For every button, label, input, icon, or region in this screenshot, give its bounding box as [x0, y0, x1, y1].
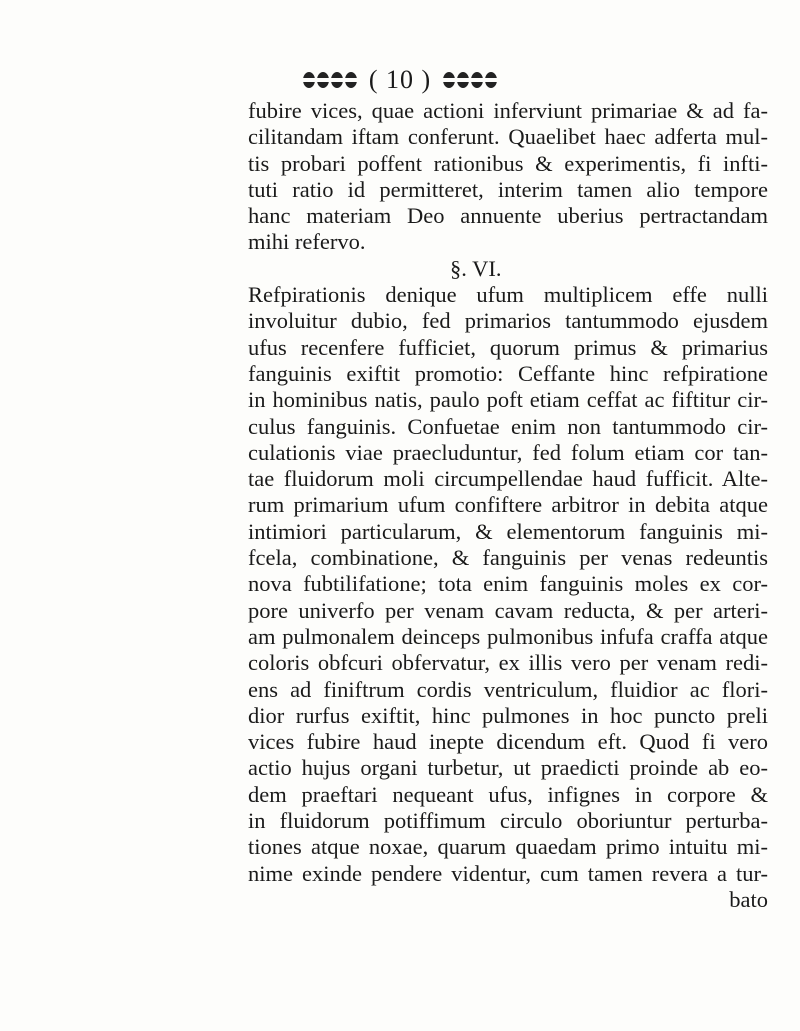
text-line: hanc materiam Deo annuente uberius pertractandam	[248, 203, 768, 229]
text-line: nova fubtilifatione; tota enim fanguinis moles ex cor-	[248, 571, 768, 597]
text-line: in fluidorum potiffimum circulo oboriuntur perturba-	[248, 808, 768, 834]
text-line: am pulmonalem deinceps pulmonibus infufa craffa atque	[248, 623, 768, 649]
text-line: vices fubire haud inepte dicendum eft. Quod fi vero	[248, 729, 768, 755]
text-line: ufus recenfere fufficiet, quorum primus & primarius	[248, 334, 768, 360]
text-line: culus fanguinis. Confuetae enim non tantummodo cir-	[248, 413, 768, 439]
text-line: ens ad finiftrum cordis ventriculum, fluidior ac flori-	[248, 676, 768, 702]
page-number: ( 10 )	[368, 65, 432, 94]
text-line: coloris obfcuri obfervatur, ex illis vero per venam redi-	[248, 650, 768, 676]
text-line: nime exinde pendere videntur, cum tamen revera a tur-	[248, 860, 768, 886]
text-line: tae fluidorum moli circumpellendae haud fufficit. Alte-	[248, 466, 768, 492]
text-line: mihi refervo.	[248, 229, 366, 255]
text-line: Refpirationis denique ufum multiplicem effe nulli	[248, 282, 768, 308]
fleuron-ornament-icon	[301, 67, 359, 93]
page-header	[0, 60, 800, 100]
section-heading: §. VI.	[450, 255, 502, 281]
text-line: cilitandam iftam conferunt. Quaelibet haec adferta mul-	[248, 124, 768, 150]
text-line: culationis viae praecluduntur, fed folum etiam cor tan-	[248, 439, 768, 465]
catchword: bato	[729, 886, 768, 912]
text-line: fcela, combinatione, & fanguinis per venas redeuntis	[248, 545, 768, 571]
text-line: tuti ratio id permitteret, interim tamen alio tempore	[248, 176, 768, 202]
text-line: fanguinis exiftit promotio: Ceffante hinc refpiratione	[248, 360, 768, 386]
text-line: pore univerfo per venam cavam reducta, & per arteri-	[248, 597, 768, 623]
text-line: tiones atque noxae, quarum quaedam primo intuitu mi-	[248, 834, 768, 860]
text-line: intimiori particularum, & elementorum fanguinis mi-	[248, 518, 768, 544]
text-line: involuitur dubio, fed primarios tantummodo ejusdem	[248, 308, 768, 334]
text-line: in hominibus natis, paulo poft etiam ceffat ac fiftitur cir-	[248, 387, 768, 413]
text-line: tis probari poffent rationibus & experimentis, fi infti-	[248, 150, 768, 176]
text-line: actio hujus organi turbetur, ut praedicti proinde ab eo-	[248, 755, 768, 781]
fleuron-ornament-icon	[441, 67, 499, 93]
text-line: dem praeftari nequeant ufus, infignes in corpore &	[248, 781, 768, 807]
text-line: rum primarium ufum confiftere arbitror in debita atque	[248, 492, 768, 518]
text-line: fubire vices, quae actioni inferviunt primariae & ad fa-	[248, 98, 768, 123]
text-line: dior rurfus exiftit, hinc pulmones in hoc puncto preli	[248, 702, 768, 728]
body-text	[248, 98, 768, 913]
